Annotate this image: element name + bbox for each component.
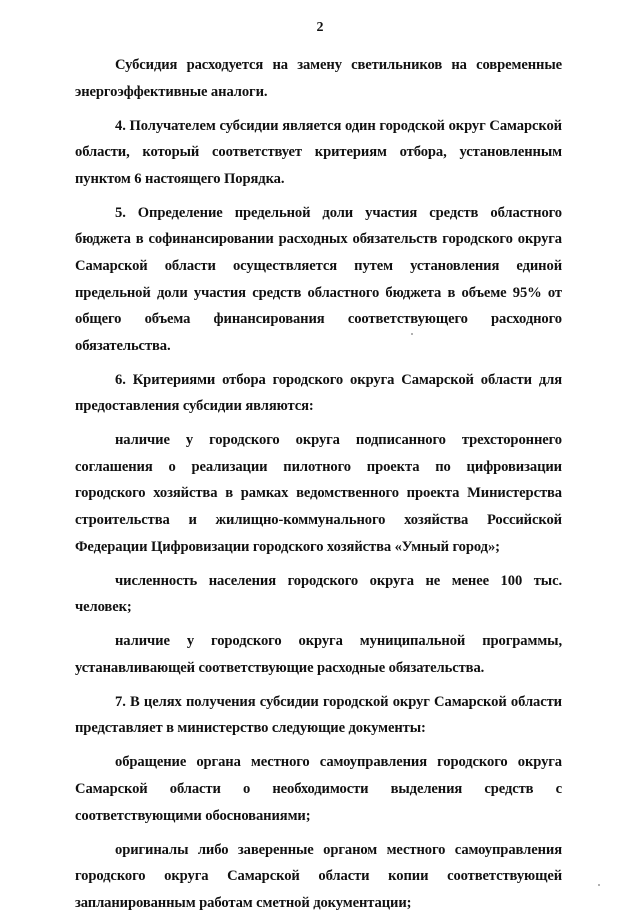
paragraph-7-documents: 7. В целях получения субсидии городской округ Самарской области представляет в министерство следующие документы:	[75, 693, 562, 737]
paragraph-subsidy-use: Субсидия расходуется на замену светильников на современные энергоэффективные аналоги.	[75, 57, 562, 100]
criterion-population: численность населения городского округа не менее 100 тыс. человек;	[75, 572, 562, 616]
document-estimates: оригиналы либо заверенные органом местного самоуправления городского округа Самарской области копии соответствующей запланированным работам сметной документации;	[75, 841, 562, 911]
scan-speck	[411, 333, 413, 335]
criterion-municipal-program: наличие у городского округа муниципальной программы, устанавливающей соответствующие расходные обязательства.	[75, 633, 562, 676]
paragraph-5-cofinancing-share: 5. Определение предельной доли участия средств областного бюджета в софинансировании расходных обязательств городского округа Самарской области осуществляется путем установления единой предельной доли участия средств областного бюджета в объеме 95% от общего объема финансирования соответствующего расходного обязательства.	[75, 204, 562, 354]
paragraph-4-recipient: 4. Получателем субсидии является один городской округ Самарской области, который соответствует критериям отбора, установленным пунктом 6 настоящего Порядка.	[75, 117, 562, 187]
document-body	[75, 52, 562, 916]
criterion-smart-city-agreement: наличие у городского округа подписанного трехстороннего соглашения о реализации пилотного проекта по цифровизации городского хозяйства в рамках ведомственного проекта Министерства строительства и жилищно-коммунального хозяйства Российской Федерации Цифровизации городского хозяйства «Умный город»;	[75, 432, 562, 555]
scan-speck	[598, 884, 600, 886]
paragraph-6-selection-criteria: 6. Критериями отбора городского округа Самарской области для предоставления субсидии являются:	[75, 371, 562, 415]
document-appeal: обращение органа местного самоуправления городского округа Самарской области о необходимости выделения средств с соответствующими обоснованиями;	[75, 754, 562, 824]
page-number: 2	[316, 20, 324, 35]
